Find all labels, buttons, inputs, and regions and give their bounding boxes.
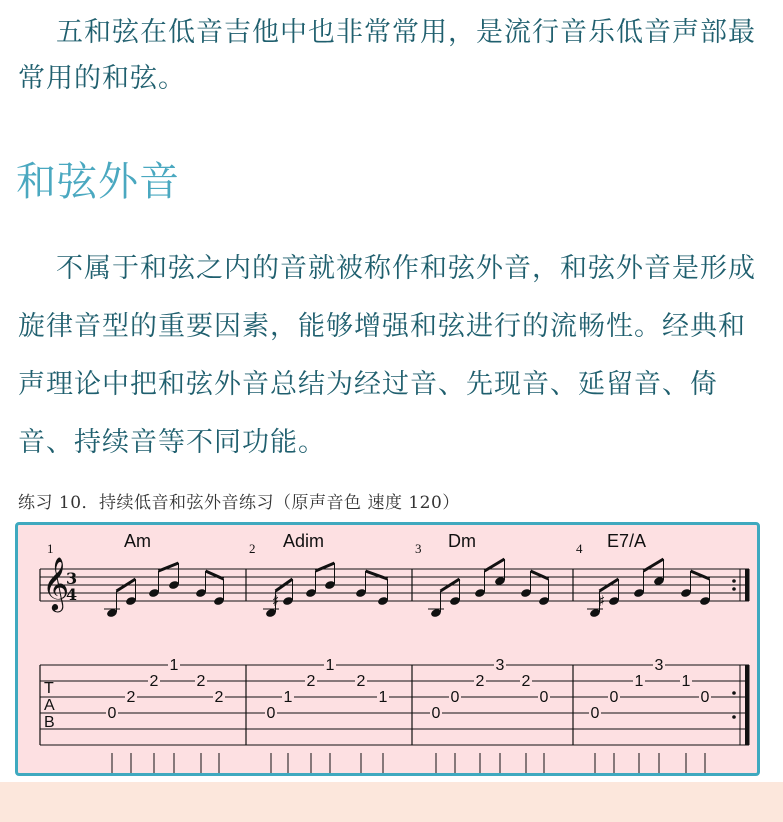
tab-fret-number: 2 [475, 673, 485, 690]
note-beam [206, 571, 224, 579]
tab-fret-number: 0 [609, 689, 619, 706]
tab-fret-number: 2 [149, 673, 159, 690]
tab-fret-number: 1 [681, 673, 691, 690]
tab-fret-number: 1 [169, 657, 179, 674]
tab-label-a: A [44, 697, 55, 714]
tab-fret-number: 2 [521, 673, 531, 690]
tab-fret-number: 0 [590, 705, 600, 722]
tab-fret-number: 2 [356, 673, 366, 690]
tab-label-t: T [44, 680, 54, 697]
tab-fret-number: 0 [107, 705, 117, 722]
section-heading: 和弦外音 [16, 159, 180, 205]
exercise-caption: 练习 10．持续低音和弦外音练习（原声音色 速度 120） [18, 493, 460, 513]
measure-number: 3 [415, 541, 422, 556]
repeat-dot [732, 691, 736, 695]
tab-fret-number: 1 [283, 689, 293, 706]
tab-fret-number: 1 [378, 689, 388, 706]
chord-symbol: Dm [448, 531, 476, 551]
final-thick-barline [745, 569, 749, 601]
tab-label-b: B [44, 714, 55, 731]
tab-fret-number: 1 [634, 673, 644, 690]
note-beam [531, 571, 549, 579]
note-beam [159, 563, 179, 571]
chord-symbol: Am [124, 531, 151, 551]
score-panel [15, 522, 760, 776]
tab-fret-number: 2 [214, 689, 224, 706]
tab-fret-number: 2 [196, 673, 206, 690]
tab-fret-number: 0 [266, 705, 276, 722]
tab-fret-number: 1 [325, 657, 335, 674]
note-beam [366, 571, 388, 579]
tab-fret-number: 0 [700, 689, 710, 706]
tab-fret-number: 0 [431, 705, 441, 722]
final-thick-barline [745, 665, 749, 745]
repeat-dot [732, 587, 736, 591]
tab-fret-number: 3 [654, 657, 664, 674]
measure-number: 4 [576, 541, 583, 556]
tab-fret-number: 2 [126, 689, 136, 706]
tab-fret-number: 0 [539, 689, 549, 706]
chord-symbol: Adim [283, 531, 325, 551]
measure-number: 1 [47, 541, 54, 556]
tab-fret-number: 0 [450, 689, 460, 706]
repeat-dot [732, 715, 736, 719]
chord-symbol: E7/A [607, 531, 647, 551]
music-score [18, 525, 757, 773]
tab-fret-number: 2 [306, 673, 316, 690]
treble-clef-icon: 𝄞 [42, 556, 70, 610]
measure-number: 2 [249, 541, 256, 556]
repeat-dot [732, 579, 736, 583]
time-signature-bottom: 4 [66, 585, 78, 604]
note-beam [316, 563, 335, 571]
time-signature-top: 3 [66, 569, 78, 588]
intro-paragraph: 五和弦在低音吉他中也非常常用，是流行音乐低音声部最常用的和弦。 [18, 17, 756, 94]
sharp-icon: ♯ [272, 592, 280, 610]
tab-fret-number: 3 [495, 657, 505, 674]
body-paragraph: 不属于和弦之内的音就被称作和弦外音，和弦外音是形成旋律音型的重要因素，能够增强和弦进行的流畅性。经典和声理论中把和弦外音总结为经过音、先现音、延留音、倚音、持续音等不同功能。 [18, 253, 756, 458]
note-beam [691, 571, 710, 579]
sharp-icon: ♯ [598, 592, 606, 610]
page-footer-band [0, 782, 783, 822]
